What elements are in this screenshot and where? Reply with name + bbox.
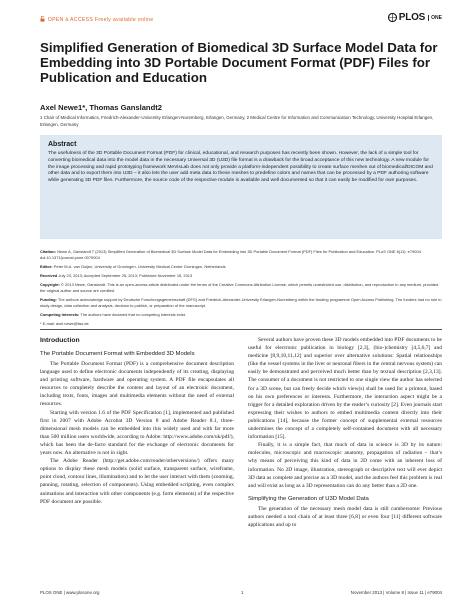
plos-one-logo[interactable] (388, 12, 442, 23)
abstract-text: The usefulness of the 3D Portable Document Format (PDF) for clinical, educational, and research purposes has recently been shown. However, the lack of a simple tool for converting biomedical data into the model data in the necessary Universal 3D (U3D) file format is a drawback for the broad acceptance of this new technology. A new module for the image processing and rapid prototyping framework MeVisLab does not only provide a platform-independent possibility to create surface meshes out of biomedical/DICOM and other data and to export them into U3D – it also lets the user add meta data to these meshes to predefine colors and names that can be processed by a PDF authoring software while generating 3D PDF files. Furthermore, the source code of the respective module is available and well documented so that it can easily be modified for own purposes. (48, 151, 433, 184)
editor-row (40, 264, 442, 270)
corresponding-email[interactable]: * E-mail: axel.newe@fau.de (40, 321, 89, 327)
abstract-heading: Abstract (48, 141, 77, 148)
open-access-label: OPEN à ACCESS Freely available online (47, 17, 154, 23)
dates-label: Received (40, 273, 58, 279)
copyright-row (40, 282, 442, 293)
abstract-box (40, 135, 442, 239)
footer-journal-url[interactable]: PLOS ONE | www.plosone.org (40, 590, 100, 595)
introduction-heading: Introduction (40, 337, 80, 344)
editor-text: Peter M.A. van Ooijen, University of Groningen, University Medical Center Groningen, Netherlands (53, 263, 226, 269)
citation-text: Newe A, Ganslandt T (2013) Simplified Generation of Biomedical 3D Surface Model Data for Embedding into 3D Portable Document Format (PDF) Files for Publication and Education. PLoS ONE 8(11): e79004. doi:10.1371/journal.pone.0079004 (40, 249, 422, 260)
funding-text: The authors acknowledge support by Deutsche Forschungsgemeinschaft (DFG) and Friedrich-Alexander-University Erlangen-Nuremberg within the funding programme Open Access Publishing. The funders had no role in study design, data collection and analysis, decision to publish, or preparation of the manuscript. (40, 297, 442, 308)
subsection-heading-u3d: Simplifying the Generation of U3D Model Data (248, 495, 369, 502)
funding-label: Funding: (40, 297, 57, 303)
dates-row (40, 273, 442, 279)
open-access-notice[interactable] (40, 16, 153, 23)
footer-issue-info: November 2013 | Volume 8 | Issue 11 | e79004 (350, 590, 442, 595)
citation-label: Citation: (40, 249, 56, 254)
dates-text: July 23, 2013; Accepted September 25, 2013; Published November 15, 2013 (58, 273, 193, 279)
affiliations: 1 Chair of Medical Informatics, Friedrich-Alexander-University Erlangen-Nuremberg, Erlangen, Germany, 2 Medical Centre for Information and Communication Technology, University Hospital Erlangen, Erlangen, Germany (40, 115, 434, 127)
funding-row (40, 297, 442, 308)
body-paragraph: The generation of the necessary mesh model data is still cumbersome: Previous authors needed a tool chain of at least three [6,8] or even four [11] different software applications and up to (248, 505, 442, 528)
left-column (40, 336, 234, 506)
subsection-heading-pdf-3d: The Portable Document Format with Embedded 3D Models (40, 351, 195, 357)
competing-interests-label: Competing Interests: (40, 312, 80, 318)
article-metadata (40, 249, 442, 331)
article-title: Simplified Generation of Biomedical 3D Surface Model Data for Embedding into 3D Portable Document Format (PDF) Files for Publication and Education (40, 40, 438, 86)
copyright-text: © 2013 Newe, Ganslandt. This is an open-access article distributed under the terms of the Creative Commons Attribution License, which permits unrestricted use, distribution, and reproduction in any medium, provided the original author and source are credited. (40, 282, 439, 294)
plos-wordmark: PLOS (398, 12, 426, 23)
journal-header (40, 12, 442, 32)
competing-interests-text: The authors have declared that no competing interests exist. (80, 312, 186, 318)
body-paragraph: Several authors have proven these 3D models embedded into PDF documents to be useful for electronic publication in biology [2,3], (bio-)chemistry [4,5,6,7] and medicine [8,9,10,11,12] and superior over alternative solutions: Spatial relationships (like the vessel systems in the liver or neuronal fibers in the central nervous system) can easily be demonstrated and perceived much better than by textual description [2,3,13]. The consumer of a document is not restricted to one single view the author has selected for a 3D scene, but can freely decide which view(s) shall be used for a printout, based on his own preferences or interests. Furthermore, the interaction aspect might be a trigger for a detailed exploration driven by the reader’s curiosity [2]. Even journals start expressing their wishes to authors to embed multimedia content directly into their publications [14], because the former concept of supplemental external resources undermines the concept of a completely self-contained document with all necessary information [15]. (248, 337, 442, 441)
one-wordmark: ONE (428, 15, 442, 21)
plos-globe-icon (388, 13, 397, 22)
competing-interests-row (40, 312, 442, 318)
section-divider (40, 329, 442, 330)
editor-label: Editor: (40, 263, 53, 269)
email-row[interactable] (40, 321, 442, 327)
body-paragraph: Starting with version 1.6 of the PDF Specification [1], implemented and published first in 2007 with Adobe Acrobat 3D Version 8 and Adobe Reader 8.1, three-dimensional mesh models can be embedded into this widely used and with far more than 500 million users worldwide, according to Adobe: http://www.adobe.com/uk/pdf/), which has been the de-facto standard for the exchange of electronic documents for years now. An alternative is not in sight. (40, 409, 234, 457)
page-number: 1 (241, 590, 244, 595)
page-footer (40, 590, 442, 600)
copyright-label: Copyright: (40, 282, 60, 288)
citation-row (40, 249, 442, 260)
body-paragraph: The Portable Document Format (PDF) is a comprehensive document description language used to define electronic documents independently of its creating, displaying and printing software, hardware and operating system. A PDF file encapsulates all resources to completely describe the content and layout of an electronic document, including texts, fonts, images and multimedia elements without the need of external resources. (40, 361, 234, 408)
right-column (248, 336, 442, 529)
body-paragraph: The Adobe Reader (http://get.adobe.com/reader/otherversions/) offers many options to display these mesh models (solid surface, transparent surface, wireframe, point cloud, contour lines, illumination) and to let the user interact with them (zooming, panning, rotating, selection of components). Using embedded scripting, even complex animations and interaction with other components (e.g. form elements) of the respective PDF document are possible. (40, 458, 234, 505)
author-list: Axel Newe1*, Thomas Ganslandt2 (40, 103, 162, 112)
body-paragraph: Finally, it is a simple fact, that much of data in science is 3D by its nature: molecules, microscopic and macroscopic anatomy, propagation of radiation – that’s why means of perceiving this kind of data in 2D come with an inherent loss of information. No 2D image, illustration, stereograph or descriptive text will ever depict 3D data as complete and precise as a 3D model, and the authors feel this problem is real and will exist as long as a 3D representation can do any better than a 2D one. (248, 442, 442, 489)
open-access-lock-icon (40, 16, 45, 22)
